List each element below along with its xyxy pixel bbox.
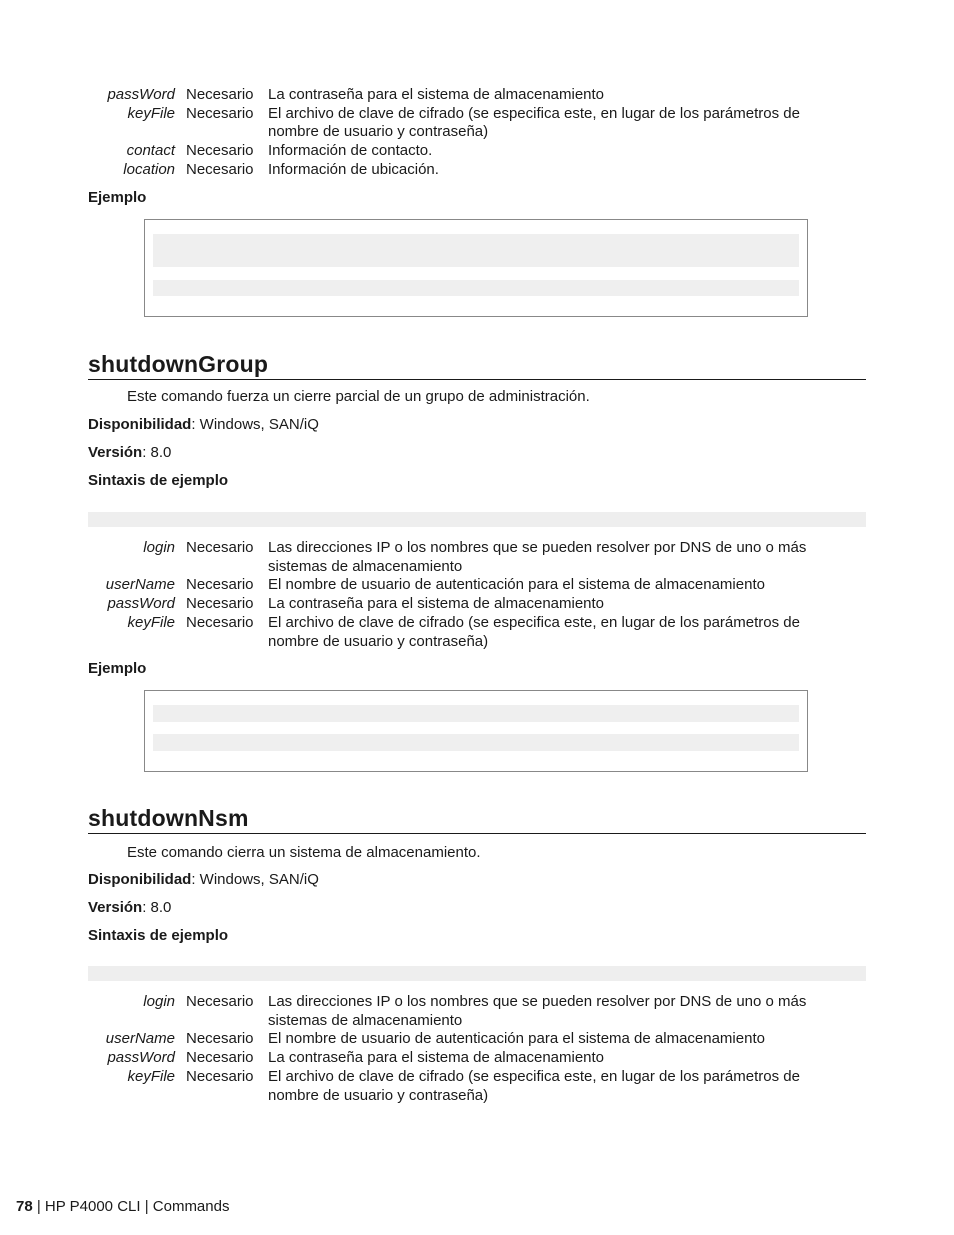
param-description: El archivo de clave de cifrado (se especifica este, en lugar de los parámetros de nombre de usuario y contraseña) [268, 1067, 800, 1104]
version-line [88, 444, 171, 461]
param-name: contact [126, 142, 175, 160]
param-required: Necesario [186, 104, 254, 122]
param-description: La contraseña para el sistema de almacenamiento [268, 86, 605, 103]
param-row [88, 1049, 828, 1068]
section-description: Este comando cierra un sistema de almacenamiento. [127, 844, 481, 861]
param-row [88, 86, 828, 105]
syntax-code-bar [88, 512, 866, 527]
code-line [153, 705, 799, 722]
param-table-shutdownnsm [88, 993, 828, 1105]
version-value: : 8.0 [142, 444, 172, 461]
footer-text: | HP P4000 CLI | Commands [32, 1198, 230, 1215]
example-label: Ejemplo [88, 660, 147, 677]
section-title-shutdownnsm: shutdownNsm [88, 805, 866, 834]
param-name: location [123, 160, 175, 178]
param-required: Necesario [186, 1030, 254, 1048]
code-line [153, 234, 799, 267]
param-table-shutdowngroup [88, 539, 828, 651]
param-description: La contraseña para el sistema de almacenamiento [268, 1049, 605, 1067]
syntax-code-bar [88, 966, 866, 981]
param-required: Necesario [186, 142, 254, 160]
version-line [88, 899, 171, 916]
param-required: Necesario [186, 613, 254, 631]
param-row [88, 1030, 828, 1049]
syntax-label: Sintaxis de ejemplo [88, 472, 229, 489]
section-title-shutdowngroup: shutdownGroup [88, 351, 866, 380]
param-row [88, 161, 828, 180]
param-description: Información de contacto. [268, 142, 433, 160]
code-line [153, 280, 799, 296]
param-name: userName [105, 1030, 175, 1048]
param-row [88, 614, 828, 651]
param-description: Las direcciones IP o los nombres que se pueden resolver por DNS de uno o más sistemas de almacenamiento [268, 539, 807, 575]
param-row [88, 142, 828, 161]
param-required: Necesario [186, 539, 254, 556]
param-description: El archivo de clave de cifrado (se especifica este, en lugar de los parámetros de nombre de usuario y contraseña) [268, 104, 800, 141]
example-code-box [144, 219, 808, 317]
availability-label: Disponibilidad [88, 416, 192, 433]
availability-line [88, 416, 319, 433]
param-description: El nombre de usuario de autenticación para el sistema de almacenamiento [268, 576, 765, 594]
param-required: Necesario [186, 1049, 254, 1067]
code-line [153, 734, 799, 751]
param-required: Necesario [186, 1067, 254, 1085]
param-name: passWord [107, 1049, 175, 1067]
param-name: keyFile [127, 104, 175, 122]
param-name: userName [105, 576, 175, 594]
param-name: login [143, 993, 175, 1010]
syntax-label: Sintaxis de ejemplo [88, 927, 229, 944]
param-row [88, 1068, 828, 1105]
param-name: passWord [107, 86, 175, 103]
param-description: La contraseña para el sistema de almacenamiento [268, 595, 605, 613]
param-row [88, 105, 828, 142]
param-required: Necesario [186, 595, 254, 613]
version-value: : 8.0 [142, 899, 172, 916]
version-label: Versión [88, 899, 143, 916]
availability-label: Disponibilidad [88, 871, 192, 888]
param-table-top [88, 86, 828, 180]
param-row [88, 539, 828, 576]
availability-value: : Windows, SAN/iQ [191, 871, 319, 888]
param-required: Necesario [186, 576, 254, 594]
example-code-box [144, 690, 808, 772]
param-required: Necesario [186, 86, 254, 103]
param-row [88, 993, 828, 1030]
availability-line [88, 871, 319, 888]
param-row [88, 576, 828, 595]
example-label: Ejemplo [88, 189, 147, 206]
version-label: Versión [88, 444, 143, 461]
param-name: passWord [107, 595, 175, 613]
param-description: El archivo de clave de cifrado (se especifica este, en lugar de los parámetros de nombre de usuario y contraseña) [268, 613, 800, 650]
page-number: 78 [16, 1198, 33, 1215]
page-footer [16, 1198, 229, 1215]
section-description: Este comando fuerza un cierre parcial de un grupo de administración. [127, 388, 590, 405]
param-required: Necesario [186, 993, 254, 1010]
param-name: login [143, 539, 175, 556]
param-row [88, 595, 828, 614]
param-description: Las direcciones IP o los nombres que se pueden resolver por DNS de uno o más sistemas de almacenamiento [268, 993, 807, 1029]
param-description: Información de ubicación. [268, 160, 439, 178]
param-name: keyFile [127, 613, 175, 631]
param-description: El nombre de usuario de autenticación para el sistema de almacenamiento [268, 1030, 765, 1048]
param-name: keyFile [127, 1067, 175, 1085]
availability-value: : Windows, SAN/iQ [191, 416, 319, 433]
param-required: Necesario [186, 160, 254, 178]
